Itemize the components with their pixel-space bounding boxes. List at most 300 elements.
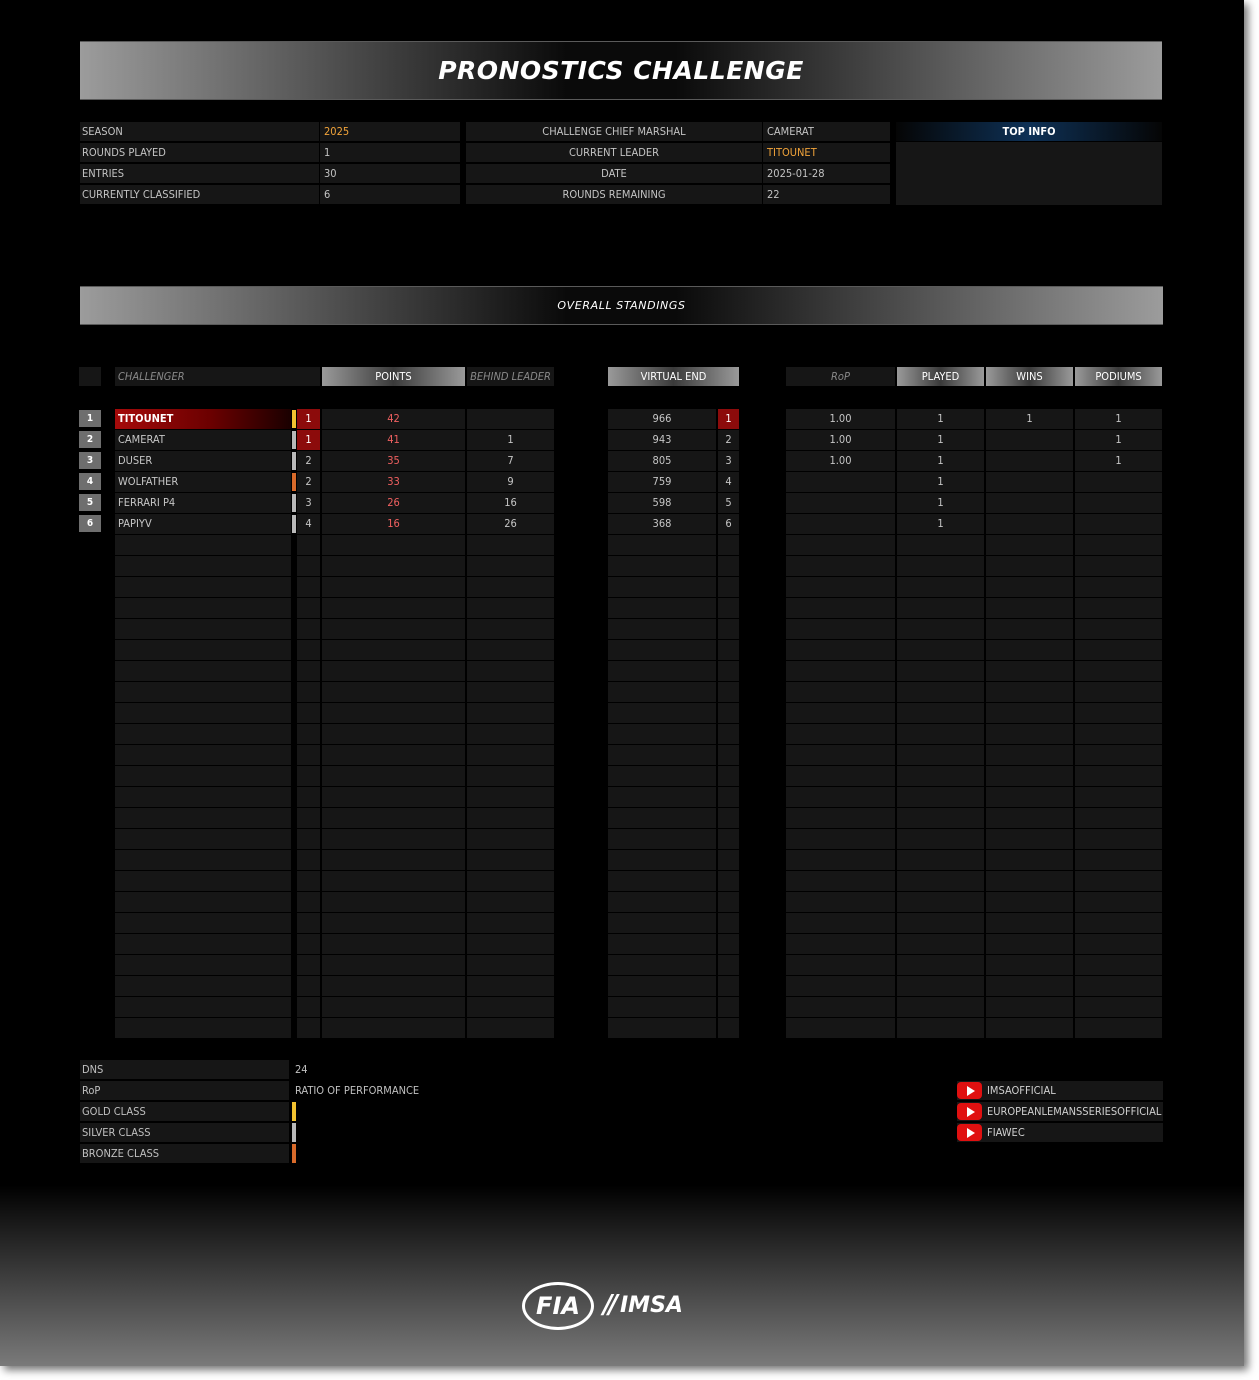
- empty-cell: [1075, 724, 1162, 744]
- class-indicator: [292, 494, 296, 512]
- empty-cell: [467, 661, 554, 681]
- info-value: TITOUNET: [763, 143, 890, 162]
- empty-cell: [115, 682, 291, 702]
- empty-cell: [718, 535, 739, 555]
- info-value: CAMERAT: [763, 122, 890, 141]
- empty-cell: [322, 955, 465, 975]
- rop-value: [786, 514, 895, 534]
- challenger-name: DUSER: [115, 451, 291, 471]
- empty-cell: [322, 535, 465, 555]
- virtual-rank: 3: [718, 451, 739, 471]
- podiums-value: 1: [1075, 430, 1162, 450]
- empty-cell: [986, 829, 1073, 849]
- played-value: 1: [897, 493, 984, 513]
- empty-cell: [986, 724, 1073, 744]
- empty-cell: [786, 892, 895, 912]
- empty-cell: [986, 619, 1073, 639]
- empty-cell: [1075, 955, 1162, 975]
- empty-cell: [608, 808, 716, 828]
- empty-cell: [297, 934, 320, 954]
- empty-cell: [322, 1018, 465, 1038]
- pos-header: [79, 367, 101, 386]
- empty-cell: [786, 682, 895, 702]
- empty-cell: [986, 913, 1073, 933]
- played-value: 1: [897, 409, 984, 429]
- empty-cell: [718, 850, 739, 870]
- virtual-rank: 2: [718, 430, 739, 450]
- class-swatch: [292, 1144, 296, 1163]
- empty-cell: [718, 913, 739, 933]
- empty-cell: [608, 535, 716, 555]
- info-label: ROUNDS PLAYED: [80, 143, 319, 162]
- rop-value: [786, 472, 895, 492]
- empty-cell: [467, 703, 554, 723]
- empty-cell: [322, 682, 465, 702]
- class-rank: 4: [297, 514, 320, 534]
- empty-cell: [986, 787, 1073, 807]
- empty-cell: [897, 1018, 984, 1038]
- legend-label: RoP: [80, 1081, 289, 1100]
- page-title: PRONOSTICS CHALLENGE: [438, 56, 804, 85]
- empty-cell: [115, 640, 291, 660]
- empty-cell: [467, 787, 554, 807]
- info-value: 22: [763, 185, 890, 204]
- empty-cell: [986, 850, 1073, 870]
- behind-leader-value: 1: [467, 430, 554, 450]
- empty-cell: [1075, 997, 1162, 1017]
- podiums-value: [1075, 493, 1162, 513]
- empty-cell: [986, 766, 1073, 786]
- virtual-end-value: 598: [608, 493, 716, 513]
- empty-cell: [467, 640, 554, 660]
- empty-cell: [322, 997, 465, 1017]
- info-value: 30: [320, 164, 460, 183]
- empty-cell: [608, 955, 716, 975]
- virtual-rank: 4: [718, 472, 739, 492]
- empty-cell: [297, 661, 320, 681]
- title-banner: [80, 41, 1162, 100]
- empty-cell: [718, 829, 739, 849]
- empty-cell: [1075, 934, 1162, 954]
- empty-cell: [718, 892, 739, 912]
- empty-cell: [322, 892, 465, 912]
- youtube-icon[interactable]: [957, 1103, 982, 1120]
- empty-cell: [718, 871, 739, 891]
- position-badge: 2: [79, 431, 101, 448]
- class-indicator: [292, 452, 296, 470]
- empty-cell: [608, 787, 716, 807]
- empty-cell: [897, 577, 984, 597]
- position-badge: 6: [79, 515, 101, 532]
- empty-cell: [986, 535, 1073, 555]
- played-header[interactable]: PLAYED: [897, 367, 984, 386]
- points-header[interactable]: POINTS: [322, 367, 465, 386]
- played-value: 1: [897, 472, 984, 492]
- empty-cell: [115, 892, 291, 912]
- empty-cell: [322, 976, 465, 996]
- empty-cell: [322, 745, 465, 765]
- info-value: 2025: [320, 122, 460, 141]
- empty-cell: [897, 850, 984, 870]
- class-indicator: [292, 431, 296, 449]
- empty-cell: [986, 871, 1073, 891]
- empty-cell: [297, 556, 320, 576]
- youtube-link[interactable]: [957, 1102, 1163, 1121]
- empty-cell: [608, 976, 716, 996]
- podiums-value: [1075, 472, 1162, 492]
- empty-cell: [718, 724, 739, 744]
- empty-cell: [297, 871, 320, 891]
- empty-cell: [322, 724, 465, 744]
- empty-cell: [467, 577, 554, 597]
- info-value: 6: [320, 185, 460, 204]
- empty-cell: [986, 955, 1073, 975]
- points-value: 35: [322, 451, 465, 471]
- empty-cell: [608, 724, 716, 744]
- empty-cell: [718, 934, 739, 954]
- virtual-end-header[interactable]: VIRTUAL END: [608, 367, 739, 386]
- empty-cell: [608, 829, 716, 849]
- empty-cell: [297, 724, 320, 744]
- empty-cell: [718, 1018, 739, 1038]
- empty-cell: [897, 871, 984, 891]
- imsa-slashes-icon: //: [603, 1290, 614, 1320]
- points-value: 41: [322, 430, 465, 450]
- empty-cell: [718, 682, 739, 702]
- youtube-channel-label[interactable]: EUROPEANLEMANSSERIESOFFICIAL: [987, 1105, 1162, 1118]
- empty-cell: [1075, 850, 1162, 870]
- empty-cell: [115, 703, 291, 723]
- empty-cell: [322, 871, 465, 891]
- empty-cell: [467, 892, 554, 912]
- standings-title: OVERALL STANDINGS: [557, 299, 686, 312]
- points-value: 26: [322, 493, 465, 513]
- empty-cell: [467, 808, 554, 828]
- empty-cell: [297, 766, 320, 786]
- empty-cell: [786, 997, 895, 1017]
- empty-cell: [322, 787, 465, 807]
- rop-value: 1.00: [786, 430, 895, 450]
- class-rank: 1: [297, 409, 320, 429]
- empty-cell: [115, 724, 291, 744]
- empty-cell: [786, 934, 895, 954]
- virtual-end-value: 943: [608, 430, 716, 450]
- behind-leader-value: 7: [467, 451, 554, 471]
- empty-cell: [986, 640, 1073, 660]
- empty-cell: [608, 682, 716, 702]
- empty-cell: [467, 745, 554, 765]
- empty-cell: [297, 808, 320, 828]
- challenger-name: WOLFATHER: [115, 472, 291, 492]
- class-swatch: [292, 1123, 296, 1142]
- wins-header[interactable]: WINS: [986, 367, 1073, 386]
- empty-cell: [608, 934, 716, 954]
- empty-cell: [786, 1018, 895, 1038]
- empty-cell: [115, 955, 291, 975]
- behind-leader-value: 16: [467, 493, 554, 513]
- empty-cell: [986, 598, 1073, 618]
- legend-value: 24: [295, 1063, 308, 1076]
- rop-header: RoP: [786, 367, 895, 386]
- empty-cell: [1075, 535, 1162, 555]
- fia-logo: [522, 1282, 594, 1330]
- empty-cell: [986, 934, 1073, 954]
- class-rank: 1: [297, 430, 320, 450]
- empty-cell: [786, 745, 895, 765]
- position-badge: 1: [79, 410, 101, 427]
- empty-cell: [467, 934, 554, 954]
- wins-value: [986, 493, 1073, 513]
- points-value: 16: [322, 514, 465, 534]
- wins-value: [986, 472, 1073, 492]
- points-value: 42: [322, 409, 465, 429]
- challenger-name: CAMERAT: [115, 430, 291, 450]
- empty-cell: [115, 829, 291, 849]
- empty-cell: [115, 535, 291, 555]
- empty-cell: [897, 829, 984, 849]
- empty-cell: [786, 850, 895, 870]
- class-indicator: [292, 410, 296, 428]
- behind-leader-value: 9: [467, 472, 554, 492]
- info-label: CHALLENGE CHIEF MARSHAL: [466, 122, 762, 141]
- empty-cell: [297, 850, 320, 870]
- empty-cell: [115, 745, 291, 765]
- empty-cell: [718, 955, 739, 975]
- empty-cell: [786, 913, 895, 933]
- fia-logo-text: FIA: [536, 1292, 580, 1320]
- youtube-channel-label[interactable]: IMSAOFFICIAL: [987, 1084, 1056, 1097]
- info-label: CURRENTLY CLASSIFIED: [80, 185, 319, 204]
- behind-leader-header: BEHIND LEADER: [467, 367, 554, 386]
- empty-cell: [608, 745, 716, 765]
- empty-cell: [897, 556, 984, 576]
- behind-leader-value: [467, 409, 554, 429]
- empty-cell: [297, 913, 320, 933]
- empty-cell: [467, 955, 554, 975]
- empty-cell: [467, 1018, 554, 1038]
- podiums-header[interactable]: PODIUMS: [1075, 367, 1162, 386]
- empty-cell: [322, 703, 465, 723]
- empty-cell: [897, 640, 984, 660]
- empty-cell: [1075, 871, 1162, 891]
- class-rank: 3: [297, 493, 320, 513]
- points-value: 33: [322, 472, 465, 492]
- empty-cell: [1075, 766, 1162, 786]
- empty-cell: [897, 997, 984, 1017]
- played-value: 1: [897, 514, 984, 534]
- info-label: CURRENT LEADER: [466, 143, 762, 162]
- class-rank: 2: [297, 451, 320, 471]
- empty-cell: [786, 766, 895, 786]
- empty-cell: [115, 661, 291, 681]
- empty-cell: [718, 808, 739, 828]
- empty-cell: [115, 556, 291, 576]
- empty-cell: [718, 577, 739, 597]
- empty-cell: [297, 787, 320, 807]
- empty-cell: [718, 787, 739, 807]
- empty-cell: [718, 703, 739, 723]
- empty-cell: [297, 640, 320, 660]
- wins-value: 1: [986, 409, 1073, 429]
- rop-value: 1.00: [786, 451, 895, 471]
- class-rank: 2: [297, 472, 320, 492]
- empty-cell: [115, 871, 291, 891]
- empty-cell: [786, 808, 895, 828]
- empty-cell: [1075, 598, 1162, 618]
- empty-cell: [1075, 892, 1162, 912]
- empty-cell: [1075, 619, 1162, 639]
- empty-cell: [322, 766, 465, 786]
- empty-cell: [297, 598, 320, 618]
- empty-cell: [786, 829, 895, 849]
- top-info-body: [896, 142, 1162, 205]
- empty-cell: [786, 598, 895, 618]
- footer-gradient: [0, 1185, 1244, 1366]
- empty-cell: [608, 850, 716, 870]
- empty-cell: [1075, 976, 1162, 996]
- empty-cell: [467, 976, 554, 996]
- empty-cell: [467, 619, 554, 639]
- empty-cell: [1075, 577, 1162, 597]
- empty-cell: [467, 766, 554, 786]
- youtube-icon[interactable]: [957, 1124, 982, 1141]
- empty-cell: [718, 997, 739, 1017]
- played-value: 1: [897, 451, 984, 471]
- empty-cell: [786, 955, 895, 975]
- empty-cell: [897, 976, 984, 996]
- legend-label: GOLD CLASS: [80, 1102, 289, 1121]
- standings-banner: [80, 286, 1163, 325]
- empty-cell: [297, 892, 320, 912]
- youtube-channel-label[interactable]: FIAWEC: [987, 1126, 1025, 1139]
- empty-cell: [1075, 829, 1162, 849]
- position-badge: 3: [79, 452, 101, 469]
- empty-cell: [115, 598, 291, 618]
- empty-cell: [467, 598, 554, 618]
- empty-cell: [718, 766, 739, 786]
- empty-cell: [786, 619, 895, 639]
- empty-cell: [786, 871, 895, 891]
- empty-cell: [297, 1018, 320, 1038]
- empty-cell: [786, 577, 895, 597]
- empty-cell: [718, 661, 739, 681]
- empty-cell: [786, 661, 895, 681]
- empty-cell: [1075, 661, 1162, 681]
- empty-cell: [986, 976, 1073, 996]
- empty-cell: [322, 913, 465, 933]
- empty-cell: [115, 787, 291, 807]
- wins-value: [986, 514, 1073, 534]
- empty-cell: [786, 724, 895, 744]
- empty-cell: [467, 997, 554, 1017]
- empty-cell: [297, 703, 320, 723]
- info-value: 2025-01-28: [763, 164, 890, 183]
- empty-cell: [1075, 808, 1162, 828]
- empty-cell: [786, 640, 895, 660]
- empty-cell: [897, 808, 984, 828]
- empty-cell: [322, 829, 465, 849]
- podiums-value: 1: [1075, 451, 1162, 471]
- wins-value: [986, 451, 1073, 471]
- empty-cell: [897, 661, 984, 681]
- youtube-link[interactable]: [957, 1081, 1163, 1100]
- legend-value: RATIO OF PERFORMANCE: [295, 1084, 420, 1097]
- position-badge: 4: [79, 473, 101, 490]
- youtube-icon[interactable]: [957, 1082, 982, 1099]
- youtube-link[interactable]: [957, 1123, 1163, 1142]
- rop-value: 1.00: [786, 409, 895, 429]
- empty-cell: [297, 955, 320, 975]
- empty-cell: [608, 871, 716, 891]
- empty-cell: [467, 850, 554, 870]
- empty-cell: [297, 619, 320, 639]
- podiums-value: [1075, 514, 1162, 534]
- position-badge: 5: [79, 494, 101, 511]
- empty-cell: [608, 766, 716, 786]
- empty-cell: [786, 787, 895, 807]
- empty-cell: [608, 892, 716, 912]
- virtual-end-value: 966: [608, 409, 716, 429]
- behind-leader-value: 26: [467, 514, 554, 534]
- empty-cell: [608, 1018, 716, 1038]
- empty-cell: [608, 640, 716, 660]
- empty-cell: [986, 997, 1073, 1017]
- empty-cell: [718, 556, 739, 576]
- empty-cell: [115, 997, 291, 1017]
- empty-cell: [115, 577, 291, 597]
- empty-cell: [115, 619, 291, 639]
- empty-cell: [297, 577, 320, 597]
- empty-cell: [986, 682, 1073, 702]
- empty-cell: [897, 955, 984, 975]
- played-value: 1: [897, 430, 984, 450]
- info-value: 1: [320, 143, 460, 162]
- virtual-rank: 5: [718, 493, 739, 513]
- empty-cell: [897, 766, 984, 786]
- empty-cell: [322, 619, 465, 639]
- podiums-value: 1: [1075, 409, 1162, 429]
- challenger-header: CHALLENGER: [115, 367, 320, 386]
- empty-cell: [608, 619, 716, 639]
- empty-cell: [897, 724, 984, 744]
- empty-cell: [986, 745, 1073, 765]
- empty-cell: [986, 661, 1073, 681]
- empty-cell: [718, 640, 739, 660]
- legend-label: DNS: [80, 1060, 289, 1079]
- empty-cell: [467, 556, 554, 576]
- empty-cell: [467, 682, 554, 702]
- empty-cell: [322, 850, 465, 870]
- empty-cell: [115, 913, 291, 933]
- empty-cell: [897, 703, 984, 723]
- empty-cell: [608, 703, 716, 723]
- virtual-end-value: 805: [608, 451, 716, 471]
- info-label: ROUNDS REMAINING: [466, 185, 762, 204]
- wins-value: [986, 430, 1073, 450]
- empty-cell: [897, 682, 984, 702]
- empty-cell: [897, 619, 984, 639]
- class-indicator: [292, 515, 296, 533]
- empty-cell: [467, 829, 554, 849]
- empty-cell: [322, 808, 465, 828]
- empty-cell: [322, 598, 465, 618]
- legend-label: SILVER CLASS: [80, 1123, 289, 1142]
- empty-cell: [608, 913, 716, 933]
- info-label: DATE: [466, 164, 762, 183]
- empty-cell: [986, 577, 1073, 597]
- empty-cell: [115, 808, 291, 828]
- empty-cell: [608, 556, 716, 576]
